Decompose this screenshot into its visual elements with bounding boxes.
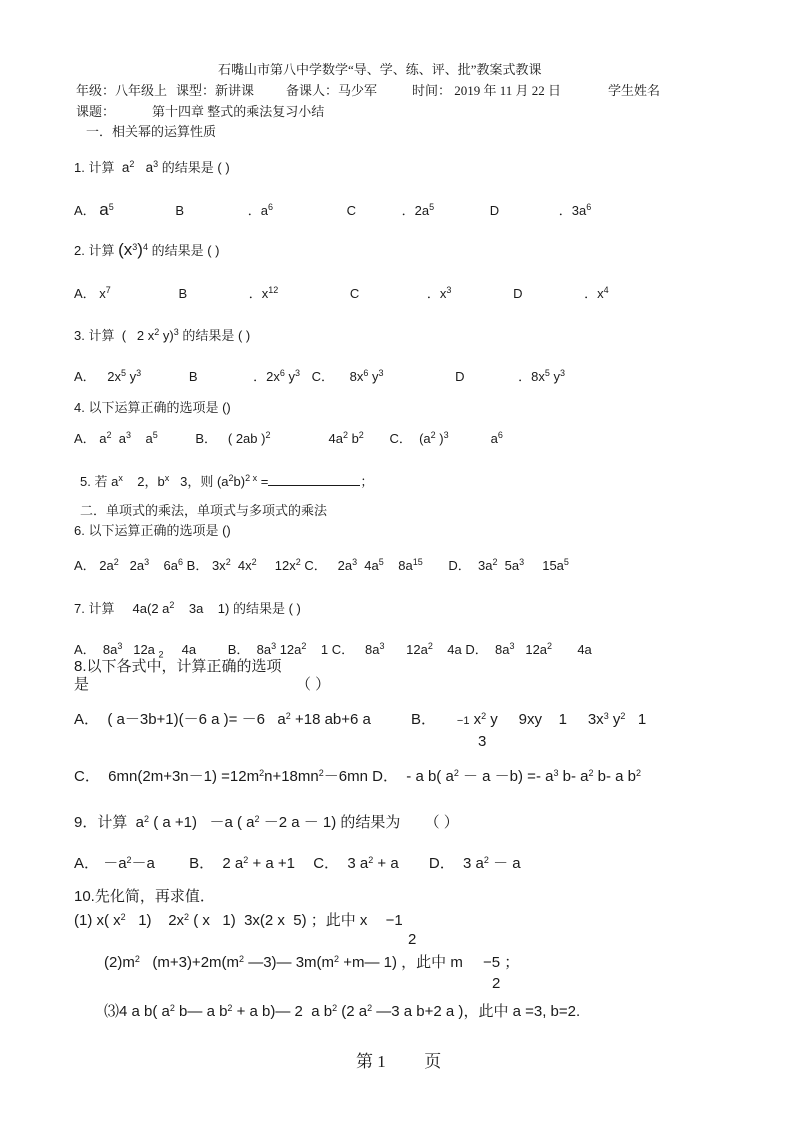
q8-option-a-label: A． <box>74 711 100 728</box>
q5-answer-blank <box>268 473 360 486</box>
q1-option-c-label: C <box>346 203 356 218</box>
question-10: 10.先化简，再求值． <box>74 888 215 905</box>
q3-option-a: $2x^5$ $y^3$ <box>107 368 142 384</box>
question-9 <box>74 815 459 831</box>
q3-option-d: ．$8x^5$ $y^3$ <box>518 368 566 384</box>
q10-p3-tail: ，此中 a =3, b=2. <box>463 1003 581 1020</box>
q10-p2-denominator: 2 <box>492 975 501 992</box>
q9-tail: 的结果为 <box>340 814 401 831</box>
q3-option-b: ．$2x^6$ $y^3$ <box>253 368 300 384</box>
q5-conditions: $a^x$ 2，$b^x$ 3 <box>111 473 188 489</box>
q6-option-a: $2a^2$ $2a^3$ $6a^6$ <box>99 557 184 573</box>
q1-option-c: ．$2a^5$ <box>401 202 435 218</box>
q10-p2-expression: $(2)m^2$ $(m+3)+2m(m^2$ —3)— $3m(m^2$ +m— 1) <box>104 954 397 971</box>
q9-option-b: 2 $a^2 + a +1$ <box>218 855 296 872</box>
q7-option-d: $8a^3$ $12a^2$ 4a <box>491 641 592 657</box>
question-2 <box>74 242 219 259</box>
q8-stem-cont: 是 <box>74 676 90 693</box>
q3-option-c-label: C． <box>311 369 335 384</box>
q6-option-c: $2a^3$ $4a^5$ $8a^{15}$ <box>330 557 423 573</box>
preparer-field: 备课人：马少军 <box>286 83 378 98</box>
q4-option-b-label: B． <box>195 431 218 446</box>
q4-option-a: $a^2$ $a^3$ $a^5$ <box>99 430 158 446</box>
q2-stem: 2. 计算 <box>74 243 115 258</box>
q6-option-c-label: C． <box>304 558 327 573</box>
time-field: 时间： 2019 年 11 月 22 日 <box>412 83 562 98</box>
q1-option-a: $a^5$ <box>99 200 114 219</box>
q8-option-d-label: D． <box>372 768 398 785</box>
q8-option-a-row <box>74 712 646 729</box>
q4-option-c-label: C． <box>389 431 412 446</box>
q2-option-c: ．$x^3$ <box>426 285 452 301</box>
q6-option-b-label: B． <box>186 558 209 573</box>
q3-option-b-label: B <box>188 369 198 384</box>
q9-option-d: 3 $a^2 - a$ <box>458 855 521 872</box>
q3-option-d-label: D <box>455 369 465 384</box>
q7-option-a-label: A． <box>74 642 96 657</box>
q5-stem: 5. 若 <box>80 474 108 489</box>
q1-options <box>74 202 714 219</box>
q10-p2-tail: ，此中 m <box>401 954 463 971</box>
q9-option-b-label: B． <box>189 855 215 872</box>
grade-field: 年级：八年级上 <box>76 83 168 98</box>
q2-option-b-label: B <box>178 286 188 301</box>
q3-options <box>74 369 565 385</box>
q9-option-c: 3 $a^2 + a$ <box>343 855 399 872</box>
page-prefix: 第 <box>356 1052 373 1071</box>
q2-option-d-label: D <box>513 286 523 301</box>
q7-option-c-label: C． <box>331 642 355 657</box>
q5-mid: ，则 <box>187 474 214 489</box>
q2-options <box>74 286 609 302</box>
q1-expression: $a^2$ $a^3$ <box>118 159 159 175</box>
q7-expression: 4a(2 $a^2$ 3a 1) <box>118 600 230 616</box>
question-6: 6. 以下运算正确的选项是 () <box>74 523 231 538</box>
section-1-heading: 一．相关幂的运算性质 <box>86 124 217 139</box>
q9-option-d-label: D． <box>428 855 455 872</box>
q9-options <box>74 856 521 872</box>
q1-option-b: ．$a^6$ <box>247 202 273 218</box>
q2-option-d: ．$x^4$ <box>584 285 609 301</box>
q4-option-b: ( 2ab )$^2$ $4a^2$ $b^2$ <box>220 430 364 446</box>
q1-tail: 的结果是 ( ) <box>161 160 230 175</box>
q2-option-a: $x^7$ <box>99 285 111 301</box>
q6-option-b: $3x^2$ $4x^2$ $12x^2$ <box>211 557 301 573</box>
q4-option-c: ($a^2$ )$^3$ $a^6$ <box>415 430 503 446</box>
page-number: 1 <box>377 1052 386 1071</box>
q7-tail: 的结果是 ( ) <box>232 601 301 616</box>
q2-option-b: ．$x^{12}$ <box>248 285 279 301</box>
doc-title: 石嘴山市第八中学数学“导、学、练、评、批”教案式教课 <box>218 62 542 77</box>
q6-option-d-label: D． <box>448 558 471 573</box>
q1-stem: 1. 计算 <box>74 160 115 175</box>
q7-option-b-label: B． <box>227 642 250 657</box>
q2-tail: 的结果是 ( ) <box>151 243 220 258</box>
page-footer <box>356 1052 441 1072</box>
q4-option-a-label: A． <box>74 431 96 446</box>
q3-option-c: $8x^6$ $y^3$ <box>349 368 384 384</box>
question-7 <box>74 601 301 617</box>
q10-p1-expression: (1) x( $x^2$ 1) $2x^2$ ( x 1) 3x(2 x 5) <box>74 912 307 929</box>
q10-p1-denominator: 2 <box>408 931 417 948</box>
q3-option-a-label: A． <box>74 369 96 384</box>
page-suffix: 页 <box>424 1052 442 1071</box>
q5-end: ； <box>360 474 374 489</box>
q10-p2-value: −5 ； <box>483 954 520 971</box>
q7-option-c: $8a^3$ $12a^2$ 4a <box>357 641 462 657</box>
q1-option-d: ．$3a^6$ <box>558 202 592 218</box>
q6-option-d: $3a^2$ $5a^3$ $15a^5$ <box>474 557 569 573</box>
q8-answer-paren: （ ） <box>296 676 331 693</box>
q2-option-c-label: C <box>349 286 360 301</box>
q7-stem: 7. 计算 <box>74 601 115 616</box>
lesson-type-field: 课型：新讲课 <box>176 83 255 98</box>
q9-option-a-label: A． <box>74 855 100 872</box>
q7-option-a: $8a^3$ 12a $_2$ 4a <box>99 641 197 660</box>
question-4: 4. 以下运算正确的选项是 () <box>74 400 231 415</box>
q9-option-c-label: C． <box>313 855 340 872</box>
q9-expression: $a^2$ ( a +1) －a ( $a^2 -2$ a － 1) <box>131 814 337 831</box>
q6-option-a-label: A． <box>74 558 96 573</box>
q10-part-3 <box>104 1004 580 1020</box>
q10-p3-expression: ⑶4 a b( $a^2$ b— a $b^2 + a$ b)— 2 a $b^2$ (2 $a^2$ —3 a b+2 a ) <box>104 1003 464 1020</box>
topic-label: 课题： <box>76 104 116 119</box>
question-8: 8.以下各式中，计算正确的选项 <box>74 658 282 675</box>
q7-option-d-label: D． <box>465 642 488 657</box>
q8-option-c-label: C． <box>74 768 100 785</box>
topic-title: 第十四章 整式的乘法复习小结 <box>152 104 325 119</box>
q8-option-c: $6mn(2m+3n-1) =12m^2n+18mn^2-6mn$ <box>104 768 368 785</box>
q10-part-2 <box>104 955 519 971</box>
question-5 <box>80 473 373 490</box>
q8-option-a: ( a－3b+1)(－6 a )= －6 $a^2 +18$ ab+6 a <box>103 711 371 728</box>
student-name-field: 学生姓名 <box>608 83 661 98</box>
q2-option-a-label: A． <box>74 286 96 301</box>
q9-option-a: $-a^2-a$ <box>103 855 155 872</box>
q1-option-b-label: B <box>175 203 185 218</box>
q8-option-b-label: B． <box>411 711 437 728</box>
q3-stem: 3. 计算 <box>74 328 115 343</box>
q2-expression: $(x^3)^4$ <box>118 240 148 259</box>
q9-stem: 9．计算 <box>74 814 128 831</box>
q10-part-1 <box>74 913 403 929</box>
question-1 <box>74 160 230 176</box>
q10-p1-value: −1 <box>385 912 403 929</box>
q1-option-d-label: D <box>489 203 500 218</box>
q1-option-a-label: A． <box>74 203 96 218</box>
q8-option-c-row <box>74 769 641 785</box>
q5-expression: $(a^2b)^{2 x}$ = <box>216 473 269 489</box>
q8-option-b: −1 $x^2$ y 9xy 1 $3x^3$ $y^2$ 1 <box>456 711 647 728</box>
q3-tail: 的结果是 ( ) <box>182 328 251 343</box>
q8-option-b-denominator: 3 <box>478 733 487 750</box>
q8-option-d: - a b( $a^2 - a -b) =- a^3$ b- $a^2$ b- a $b^2$ <box>402 768 642 785</box>
q6-options <box>74 558 569 574</box>
q4-options <box>74 431 503 447</box>
question-3 <box>74 328 250 344</box>
q7-option-b: $8a^3$ $12a^2$ 1 <box>253 641 329 657</box>
q9-answer-paren: （ ） <box>424 814 459 831</box>
section-2-heading: 二．单项式的乘法，单项式与多项式的乘法 <box>80 503 328 518</box>
q3-expression: ( 2 $x^2$ y)$^3$ <box>118 327 179 343</box>
q10-p1-tail: ；此中 x <box>310 912 368 929</box>
